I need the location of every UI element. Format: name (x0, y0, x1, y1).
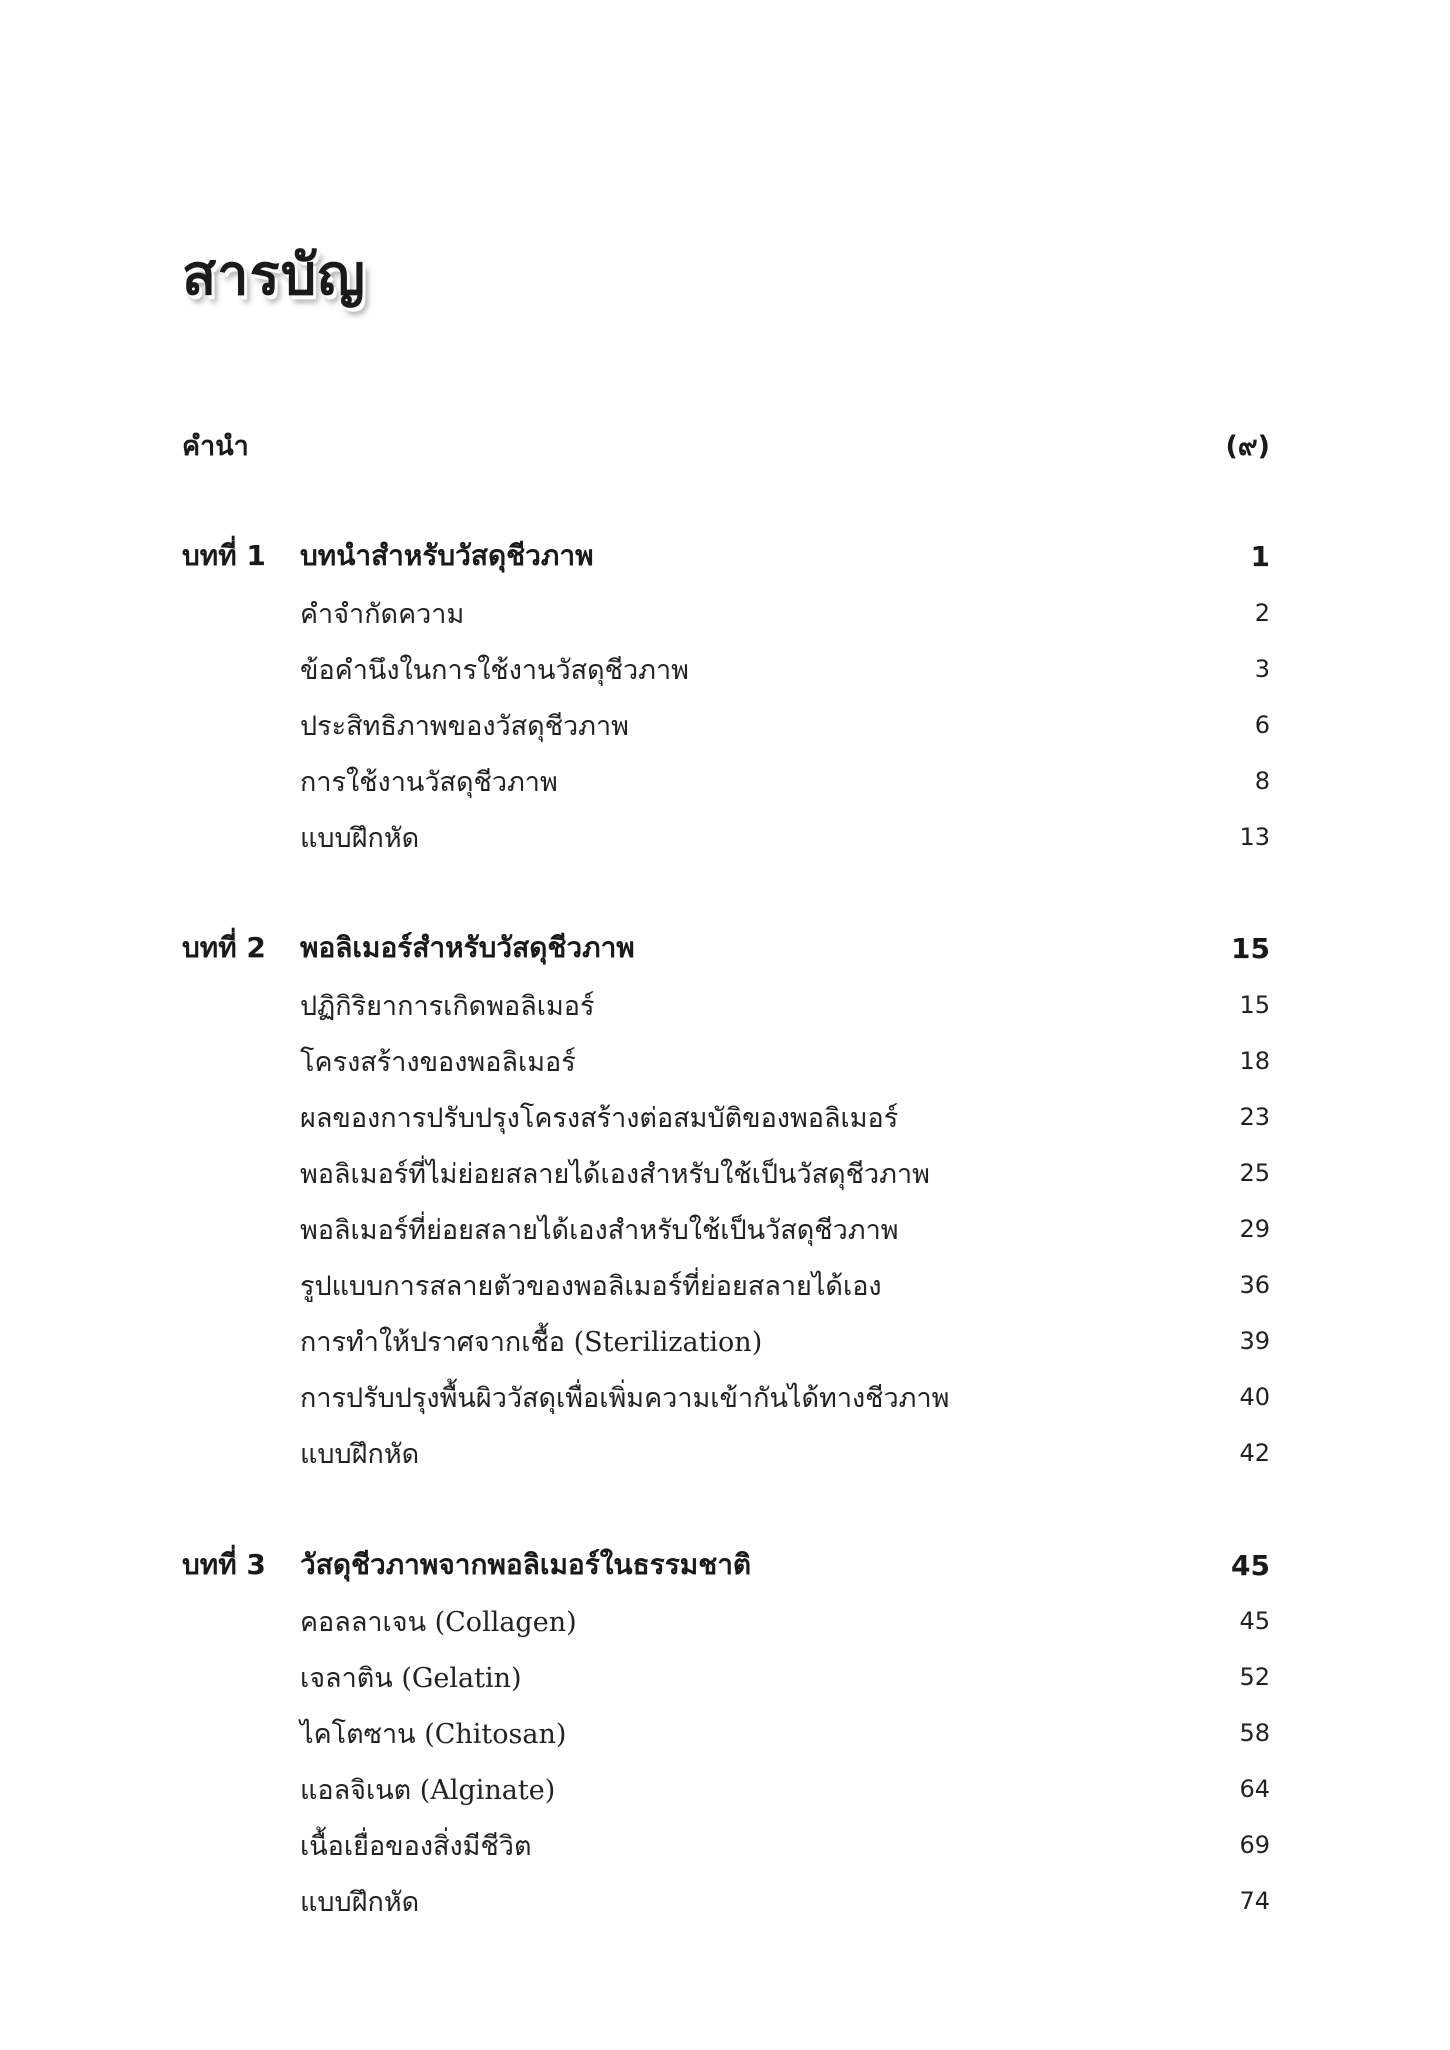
toc-section (182, 1375, 1270, 1419)
toc-section-label: ประสิทธิภาพของวัสดุชีวภาพ (300, 710, 629, 742)
toc-section (182, 647, 1270, 691)
toc-section-label: คำจำกัดความ (300, 598, 465, 630)
toc-page-number: 15 (1231, 931, 1270, 965)
toc-section (182, 1599, 1270, 1643)
toc-section-label: คอลลาเจน (Collagen) (300, 1606, 577, 1638)
chapter-title: บทนำสำหรับวัสดุชีวภาพ (300, 539, 594, 572)
toc-page-number: 2 (1254, 599, 1270, 627)
toc-section-label: การใช้งานวัสดุชีวภาพ (300, 766, 558, 798)
toc-page-number: 23 (1239, 1103, 1270, 1131)
chapter-number: บทที่ 3 (182, 1548, 266, 1581)
toc-page-number: 45 (1231, 1548, 1270, 1582)
toc-section (182, 1431, 1270, 1475)
toc-chapter-1 (182, 534, 1270, 578)
chapter-number: บทที่ 2 (182, 931, 266, 964)
toc-section (182, 1879, 1270, 1923)
toc-page-number: 36 (1239, 1271, 1270, 1299)
toc-section (182, 815, 1270, 859)
toc-section (182, 1655, 1270, 1699)
toc-section (182, 1823, 1270, 1867)
toc-section-label: ปฏิกิริยาการเกิดพอลิเมอร์ (300, 990, 595, 1022)
toc-page-number: 64 (1239, 1775, 1270, 1803)
toc-section (182, 759, 1270, 803)
toc-page-number: 3 (1254, 655, 1270, 683)
toc-section-label: ไคโตซาน (Chitosan) (300, 1718, 567, 1750)
toc-section (182, 1711, 1270, 1755)
toc-chapter-2 (182, 926, 1270, 970)
toc-section-label: ผลของการปรับปรุงโครงสร้างต่อสมบัติของพอลิเมอร์ (300, 1102, 899, 1134)
toc-section (182, 703, 1270, 747)
toc-page-number: 29 (1239, 1215, 1270, 1243)
toc-page-number: 42 (1239, 1439, 1270, 1467)
toc-page-number: 39 (1239, 1327, 1270, 1355)
toc-page-number: 1 (1250, 539, 1270, 573)
chapter-title: วัสดุชีวภาพจากพอลิเมอร์ในธรรมชาติ (300, 1548, 752, 1581)
toc-section (182, 1039, 1270, 1083)
toc-section-label: แบบฝึกหัด (300, 1886, 420, 1918)
toc-section (182, 1263, 1270, 1307)
toc-page-number: 13 (1239, 823, 1270, 851)
toc-page-number: 15 (1239, 991, 1270, 1019)
toc-page-number: 25 (1239, 1159, 1270, 1187)
toc-entry-label: คำนำ (182, 430, 249, 462)
toc-page-number: (๙) (1225, 430, 1270, 462)
toc-section-label: แบบฝึกหัด (300, 822, 420, 854)
toc-section-label: เนื้อเยื่อของสิ่งมีชีวิต (300, 1830, 532, 1862)
toc-section-label: เจลาติน (Gelatin) (300, 1662, 522, 1694)
toc-page-number: 69 (1239, 1831, 1270, 1859)
toc-section-label: โครงสร้างของพอลิเมอร์ (300, 1046, 576, 1078)
toc-section-label: ข้อคำนึงในการใช้งานวัสดุชีวภาพ (300, 654, 689, 686)
toc-page-number: 8 (1254, 767, 1270, 795)
toc-section (182, 1319, 1270, 1363)
toc-page-number: 40 (1239, 1383, 1270, 1411)
toc-section (182, 591, 1270, 635)
toc-section (182, 983, 1270, 1027)
toc-section-label: การปรับปรุงพื้นผิววัสดุเพื่อเพิ่มความเข้ากันได้ทางชีวภาพ (300, 1382, 950, 1414)
toc-section-label: แอลจิเนต (Alginate) (300, 1774, 556, 1806)
toc-page-number: 74 (1239, 1887, 1270, 1915)
toc-section-label: พอลิเมอร์ที่ย่อยสลายได้เองสำหรับใช้เป็นวัสดุชีวภาพ (300, 1214, 899, 1246)
toc-page-number: 58 (1239, 1719, 1270, 1747)
page-title: สารบัญ (182, 243, 366, 308)
chapter-title: พอลิเมอร์สำหรับวัสดุชีวภาพ (300, 931, 635, 964)
toc-section (182, 1151, 1270, 1195)
toc-page-number: 52 (1239, 1663, 1270, 1691)
toc-page-number: 45 (1239, 1607, 1270, 1635)
toc-section-label: รูปแบบการสลายตัวของพอลิเมอร์ที่ย่อยสลายได้เอง (300, 1270, 882, 1302)
toc-section-label: แบบฝึกหัด (300, 1438, 420, 1470)
toc-section (182, 1767, 1270, 1811)
toc-page-number: 18 (1239, 1047, 1270, 1075)
toc-chapter-3 (182, 1543, 1270, 1587)
toc-entry-foreword (182, 423, 1270, 467)
chapter-number: บทที่ 1 (182, 539, 266, 572)
toc-section (182, 1095, 1270, 1139)
toc-section (182, 1207, 1270, 1251)
toc-section-label: พอลิเมอร์ที่ไม่ย่อยสลายได้เองสำหรับใช้เป็นวัสดุชีวภาพ (300, 1158, 930, 1190)
toc-page-number: 6 (1254, 711, 1270, 739)
toc-section-label: การทำให้ปราศจากเชื้อ (Sterilization) (300, 1326, 763, 1358)
